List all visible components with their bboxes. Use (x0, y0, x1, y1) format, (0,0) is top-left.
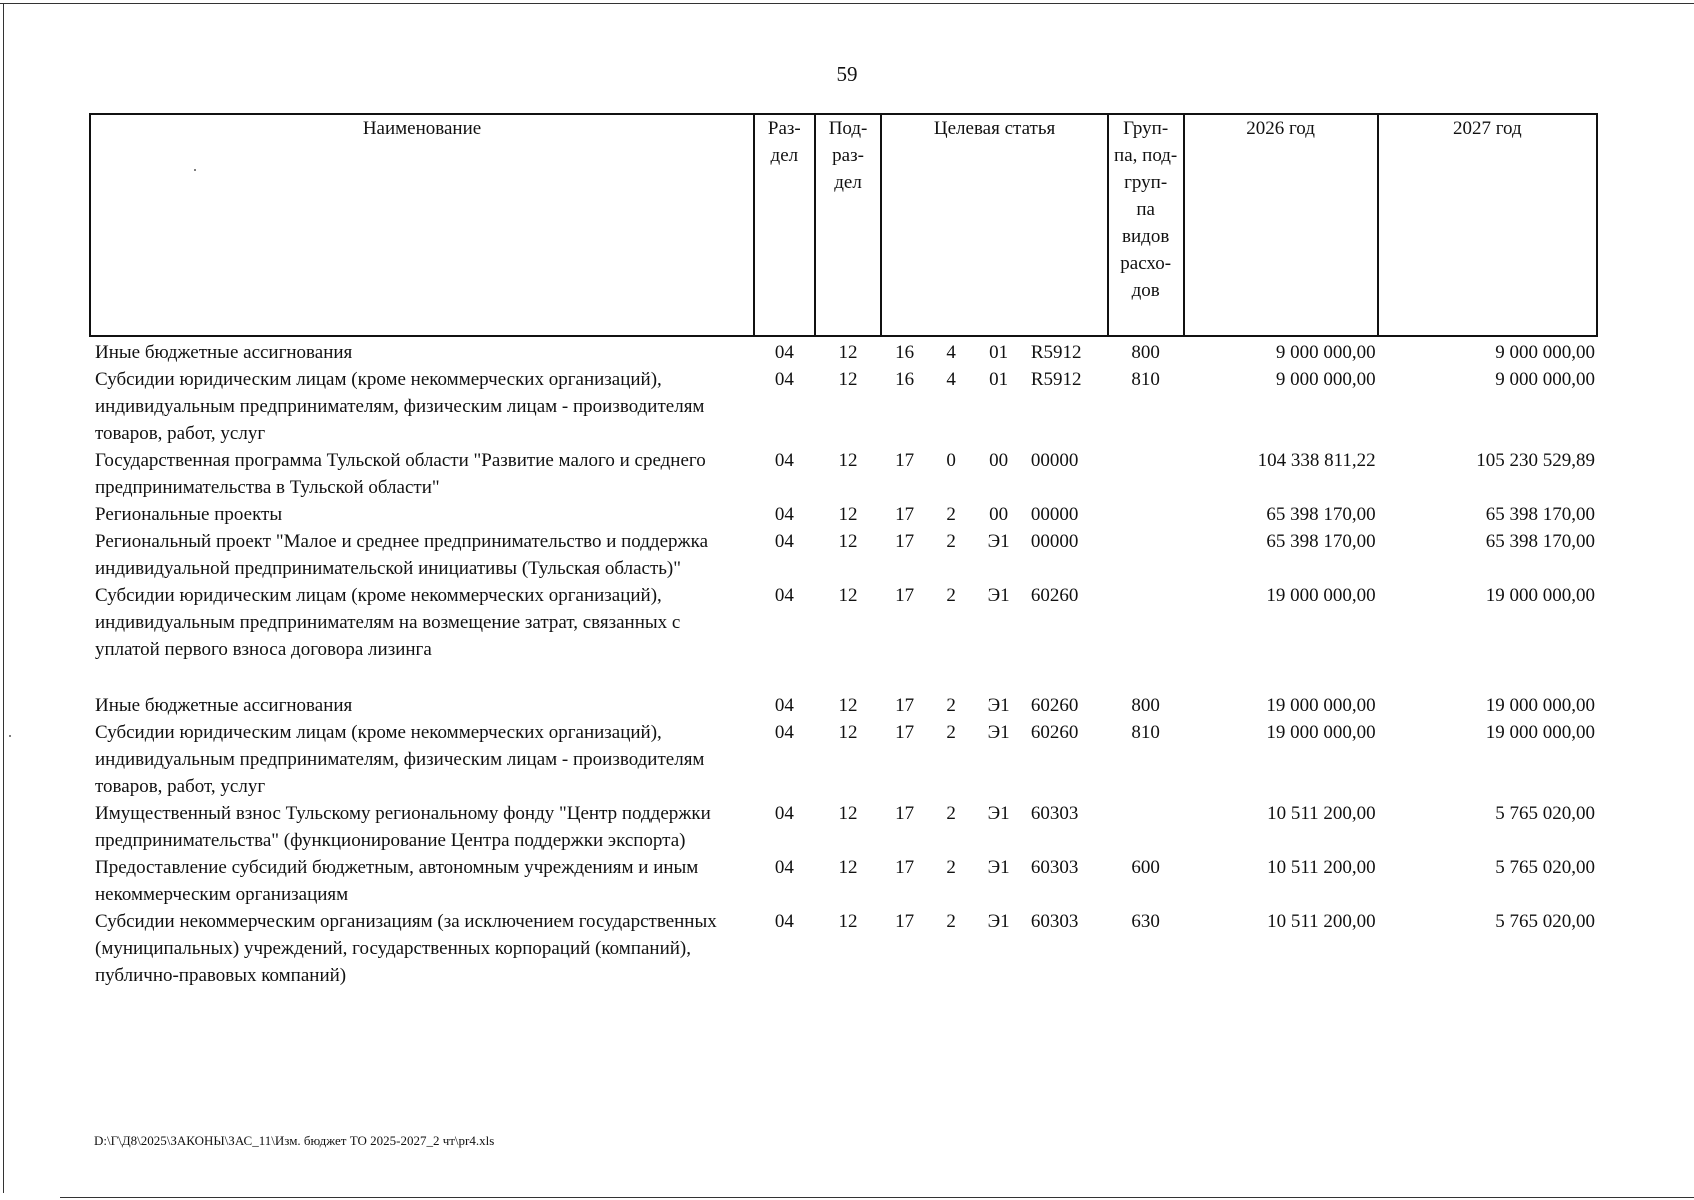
row-target-direction: R5912 (1030, 342, 1082, 363)
header-razdel (754, 114, 815, 336)
row-target-program: 17 (895, 504, 915, 525)
row-target-direction: 00000 (1030, 450, 1079, 471)
row-target-program: 16 (895, 342, 915, 363)
row-target-event: 01 (989, 342, 1009, 363)
row-razdel: 04 (774, 911, 794, 932)
row-razdel: 04 (774, 857, 794, 878)
row-target-direction: 60303 (1030, 803, 1079, 824)
row-podrazdel: 12 (838, 803, 858, 824)
row-amount-2026: 19 000 000,00 (1266, 585, 1376, 606)
row-target-event: Э1 (987, 585, 1010, 606)
row-podrazdel: 12 (838, 585, 858, 606)
header-target-article-label: Целевая статья (933, 118, 1056, 139)
row-target-direction: 60260 (1030, 585, 1079, 606)
row-podrazdel: 12 (838, 911, 858, 932)
row-target-program: 16 (895, 369, 915, 390)
row-target-direction: 60303 (1030, 857, 1079, 878)
row-expense-group: 800 (1131, 342, 1160, 363)
row-amount-2026: 9 000 000,00 (1275, 369, 1376, 390)
row-podrazdel: 12 (838, 369, 858, 390)
table-body (90, 336, 1597, 989)
scan-border-left (3, 3, 4, 1193)
row-target-type: 4 (946, 342, 956, 363)
row-amount-2026: 65 398 170,00 (1266, 531, 1376, 552)
row-name: Субсидии некоммерческим организациям (за исключением государственных (муниципальных) учреждений, государственных корпораций (компаний), публично-правовых компаний) (95, 911, 717, 986)
table-row (90, 692, 1597, 719)
row-expense-group (1108, 528, 1184, 582)
row-razdel: 04 (774, 450, 794, 471)
row-amount-2027: 9 000 000,00 (1495, 342, 1595, 363)
header-podrazdel-label: Под- раз- дел (828, 118, 868, 193)
header-year-2027 (1378, 114, 1597, 336)
table-row (90, 582, 1597, 692)
row-target-type: 2 (946, 531, 956, 552)
row-razdel: 04 (774, 342, 794, 363)
row-amount-2027: 5 765 020,00 (1495, 803, 1595, 824)
row-expense-group (1108, 501, 1184, 528)
scan-border-bottom (60, 1197, 1694, 1198)
row-expense-group: 800 (1131, 695, 1160, 716)
row-podrazdel: 12 (838, 857, 858, 878)
row-name: Государственная программа Тульской области "Развитие малого и среднего предпринимательства в Тульской области" (95, 450, 706, 498)
file-path-footer: D:\Г\Д8\2025\ЗАКОНЫ\ЗАС_11\Изм. бюджет ТО 2025-2027_2 чт\pr4.xls (94, 1133, 495, 1148)
row-target-direction: 60260 (1030, 722, 1079, 743)
header-razdel-label: Раз- дел (767, 118, 801, 166)
row-razdel: 04 (774, 531, 794, 552)
row-amount-2026: 9 000 000,00 (1275, 342, 1376, 363)
row-amount-2026: 65 398 170,00 (1266, 504, 1376, 525)
row-expense-group: 810 (1131, 722, 1160, 743)
row-amount-2026: 10 511 200,00 (1267, 857, 1376, 878)
row-expense-group (1108, 582, 1184, 692)
row-target-event: 01 (989, 369, 1009, 390)
budget-table (89, 113, 1598, 989)
row-expense-group: 600 (1131, 857, 1160, 878)
row-target-program: 17 (895, 531, 915, 552)
row-razdel: 04 (774, 695, 794, 716)
table-row (90, 800, 1597, 854)
header-year-2027-label: 2027 год (1452, 118, 1522, 139)
row-target-direction: R5912 (1030, 369, 1082, 390)
row-target-event: 00 (989, 504, 1009, 525)
scan-speck (9, 735, 11, 737)
row-target-type: 2 (946, 911, 956, 932)
header-expense-group-label: Груп- па, под- груп- па видов расхо- дов (1114, 118, 1178, 301)
row-amount-2027: 19 000 000,00 (1485, 585, 1595, 606)
row-razdel: 04 (774, 369, 794, 390)
row-target-type: 0 (946, 450, 956, 471)
row-name: Иные бюджетные ассигнования (95, 695, 353, 716)
header-target-article (881, 114, 1107, 336)
row-podrazdel: 12 (838, 342, 858, 363)
row-amount-2027: 65 398 170,00 (1485, 504, 1595, 525)
row-amount-2026: 10 511 200,00 (1267, 911, 1376, 932)
row-amount-2027: 5 765 020,00 (1495, 911, 1595, 932)
row-expense-group (1108, 447, 1184, 501)
row-amount-2027: 105 230 529,89 (1476, 450, 1595, 471)
table-row (90, 501, 1597, 528)
row-razdel: 04 (774, 803, 794, 824)
table-row (90, 528, 1597, 582)
row-target-event: Э1 (987, 531, 1010, 552)
row-target-event: Э1 (987, 911, 1010, 932)
row-amount-2026: 19 000 000,00 (1266, 722, 1376, 743)
table-row (90, 719, 1597, 800)
row-podrazdel: 12 (838, 450, 858, 471)
row-target-event: Э1 (987, 857, 1010, 878)
table-row (90, 447, 1597, 501)
row-podrazdel: 12 (838, 504, 858, 525)
row-amount-2027: 19 000 000,00 (1485, 695, 1595, 716)
row-expense-group: 630 (1131, 911, 1160, 932)
row-target-event: Э1 (987, 722, 1010, 743)
row-name: Региональный проект "Малое и среднее предпринимательство и поддержка индивидуальной предпринимательской инициативы (Тульская область)" (95, 531, 709, 579)
row-target-event: 00 (989, 450, 1009, 471)
row-name: Имущественный взнос Тульскому региональному фонду "Центр поддержки предпринимательства" (функционирование Центра поддержки экспорта) (95, 803, 711, 851)
header-year-2026-label: 2026 год (1246, 118, 1315, 139)
row-target-program: 17 (895, 722, 915, 743)
table-row (90, 908, 1597, 989)
row-podrazdel: 12 (838, 695, 858, 716)
row-amount-2027: 65 398 170,00 (1485, 531, 1595, 552)
row-target-type: 2 (946, 857, 956, 878)
row-target-event: Э1 (987, 695, 1010, 716)
row-name: Иные бюджетные ассигнования (95, 342, 353, 363)
row-target-program: 17 (895, 450, 915, 471)
row-target-type: 2 (946, 504, 956, 525)
table-row (90, 336, 1597, 366)
row-podrazdel: 12 (838, 722, 858, 743)
row-target-program: 17 (895, 695, 915, 716)
row-target-direction: 00000 (1030, 504, 1079, 525)
row-razdel: 04 (774, 585, 794, 606)
row-amount-2027: 9 000 000,00 (1495, 369, 1595, 390)
row-target-program: 17 (895, 857, 915, 878)
header-podrazdel (815, 114, 882, 336)
row-target-direction: 60260 (1030, 695, 1079, 716)
row-name: Субсидии юридическим лицам (кроме некоммерческих организаций), индивидуальным предпринимателям, физическим лицам - производителям товаров, работ, услуг (95, 369, 705, 444)
row-target-event: Э1 (987, 803, 1010, 824)
header-name (90, 114, 754, 336)
row-name: Предоставление субсидий бюджетным, автономным учреждениям и иным некоммерческим организациям (95, 857, 699, 905)
row-amount-2027: 5 765 020,00 (1495, 857, 1595, 878)
row-target-type: 2 (946, 722, 956, 743)
table-row (90, 366, 1597, 447)
header-expense-group (1108, 114, 1184, 336)
row-amount-2026: 10 511 200,00 (1267, 803, 1376, 824)
row-target-program: 17 (895, 911, 915, 932)
table-header (90, 114, 1597, 336)
header-name-label: Наименование (362, 118, 482, 139)
row-amount-2026: 19 000 000,00 (1266, 695, 1376, 716)
row-target-type: 2 (946, 803, 956, 824)
row-podrazdel: 12 (838, 531, 858, 552)
row-target-direction: 00000 (1030, 531, 1079, 552)
row-name: Субсидии юридическим лицам (кроме некоммерческих организаций), индивидуальным предпринимателям на возмещение затрат, связанных с уплатой первого взноса договора лизинга (95, 585, 681, 660)
page-number: 59 (836, 62, 858, 86)
row-expense-group (1108, 800, 1184, 854)
table-row (90, 854, 1597, 908)
row-amount-2027: 19 000 000,00 (1485, 722, 1595, 743)
header-year-2026 (1184, 114, 1378, 336)
row-target-type: 4 (946, 369, 956, 390)
scan-border-top (0, 3, 1694, 4)
row-target-type: 2 (946, 695, 956, 716)
row-target-direction: 60303 (1030, 911, 1079, 932)
row-name: Региональные проекты (95, 504, 283, 525)
row-target-program: 17 (895, 803, 915, 824)
row-amount-2026: 104 338 811,22 (1257, 450, 1376, 471)
row-name: Субсидии юридическим лицам (кроме некоммерческих организаций), индивидуальным предпринимателям, физическим лицам - производителям товаров, работ, услуг (95, 722, 705, 797)
row-razdel: 04 (774, 504, 794, 525)
row-target-program: 17 (895, 585, 915, 606)
row-razdel: 04 (774, 722, 794, 743)
row-target-type: 2 (946, 585, 956, 606)
row-expense-group: 810 (1131, 369, 1160, 390)
